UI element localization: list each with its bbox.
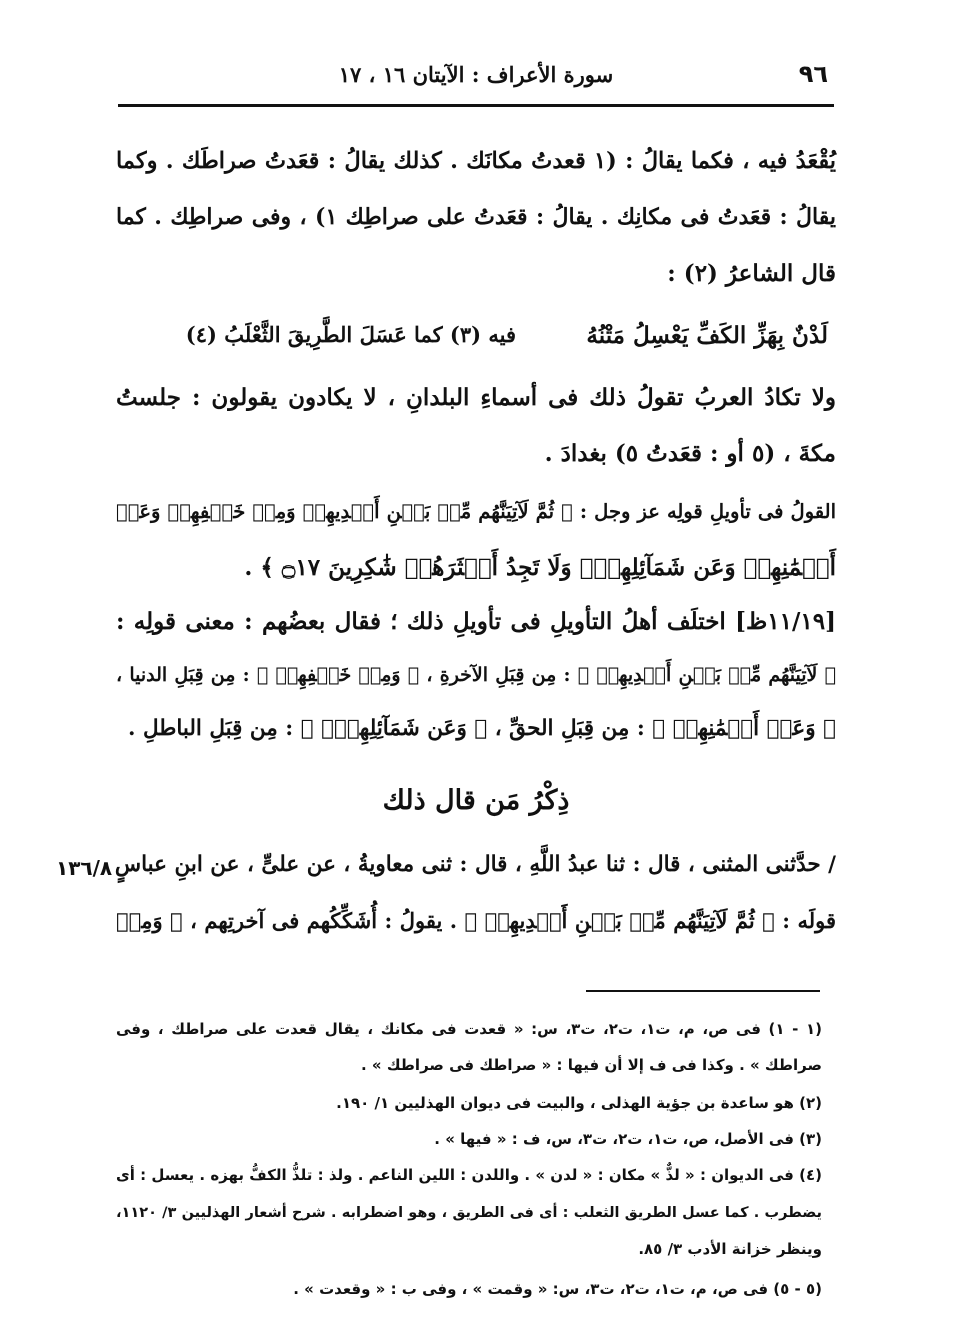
footnote-line: (٤) فى الديوان : « لذٌّ » مكان : « لدن » . واللدن : اللين الناعم . ولذ : تلذُّ الكفُّ بهزه . يعسل : أى	[116, 1166, 822, 1184]
body-line: ﴿ لَآتِيَنَّهُم مِّنۢ بَيۡنِ أَيۡدِيهِمۡ ﴾ : مِن قِبَلِ الآخرةِ ، ﴿ وَمِنۡ خَلۡفِهِمۡ ﴾ : مِن قِبَلِ الدنيا ،	[116, 664, 836, 686]
footnote-rule	[586, 990, 820, 992]
margin-reference: ١٣٦/٨	[56, 856, 113, 880]
body-line: قولَه : ﴿ ثُمَّ لَآتِيَنَّهُم مِّنۢ بَيۡنِ أَيۡدِيهِمۡ ﴾ . يقولُ : أُشَكِّكُهم فى آخرتِهم ، ﴿ وَمِنۡ	[116, 908, 836, 933]
verse-hemistich-right: لَدْنٌ بِهَزِّ الكَفِّ يَعْسِلُ مَتْنُهُ	[586, 322, 828, 349]
body-line: مكةَ ، (٥ أو : قعَدتُ ٥) بغدادَ .	[544, 440, 836, 467]
body-line: / حدَّثنى المثنى ، قال : ثنا عبدُ اللَّهِ ، قال : ثنى معاويةُ ، عن علىٍّ ، عن ابنِ عباسٍ	[114, 852, 836, 877]
body-line: قال الشاعرُ (٢) :	[667, 260, 836, 287]
footnote-line: (٣) فى الأصل، ص، ت١، ت٢، ت٣، س، ف : « فيها » .	[434, 1130, 822, 1148]
body-line: يُقْعَدُ فيه ، فكما يقالُ : (١ قعدتُ مكانَك . كذلك يقالُ : قعَدتُ صراطَك . وكما	[116, 148, 836, 174]
header-rule	[118, 104, 834, 107]
body-line: [١١/١٩ظ] اختلَف أهلُ التأويلِ فى تأويلِ ذلك ؛ فقال بعضُهم : معنى قولِه :	[116, 608, 836, 635]
page-number: ٩٦	[798, 60, 828, 88]
footnote-line: وينظر خزانة الأدب ٣/ ٨٥.	[638, 1240, 822, 1258]
body-line: ولا تكادُ العربُ تقولُ ذلك فى أسماءِ البلدانِ ، لا يكادون يقولون : جلستُ	[116, 384, 836, 411]
verse-hemistich-left: فيه (٣) كما عَسَلَ الطَّرِيقَ الثَّعْلَبُ (٤)	[185, 322, 516, 347]
page-header	[118, 58, 834, 92]
footnote-line: (٢) هو ساعدة بن جؤية الهذلى ، والبيت فى ديوان الهذليين ١/ ١٩٠.	[336, 1094, 822, 1112]
footnote-line: (٥ - ٥) فى ص، م، ت١، ت٢، ت٣، س: « وقمت » ، وفى ب : « وقعدت » .	[293, 1280, 822, 1298]
body-line: ﴿ وَعَنۡ أَيۡمَٰنِهِمۡ ﴾ : مِن قِبَلِ الحقِّ ، ﴿ وَعَن شَمَآئِلِهِمۡۖ ﴾ : مِن قِبَلِ الباطلِ .	[127, 716, 836, 741]
footnote-line: (١ - ١) فى ص، م، ت١، ت٢، ت٣، س: « قعدت فى مكانك ، يقال قعدت على صراطك ، وفى	[116, 1020, 822, 1038]
quran-verse-line: أَيۡمَٰنِهِمۡ وَعَن شَمَآئِلِهِمۡۖ وَلَا تَجِدُ أَكۡثَرَهُمۡ شَٰكِرِينَ ۝١٧ ﴾ .	[244, 554, 836, 581]
section-heading: ذِكْرُ مَن قال ذلك	[382, 785, 570, 816]
body-line: يقالُ : قعَدتُ فى مكانِك . يقالُ : قعَدتُ على صراطِك ١) ، وفى صراطِك . كما	[116, 204, 836, 230]
footnote-line: يضطرب . كما عسل الطريق الثعلب : أى فى الطريق ، وهو اضطرابه . شرح أشعار الهذليين ٣/ ١١٢٠،	[116, 1205, 822, 1221]
commentary-heading-line: القولُ فى تأويلِ قولِه عز وجل : ﴿ ثُمَّ لَآتِيَنَّهُم مِّنۢ بَيۡنِ أَيۡدِيهِمۡ وَمِنۡ خَلۡفِهِمۡ وَعَنۡ	[116, 500, 836, 523]
footnote-line: صراطك » . وكذا فى ف إلا أن فيها : « صراطك فى صراطك » .	[361, 1056, 822, 1074]
running-title: سورة الأعراف : الآيتان ١٦ ، ١٧	[338, 62, 614, 87]
